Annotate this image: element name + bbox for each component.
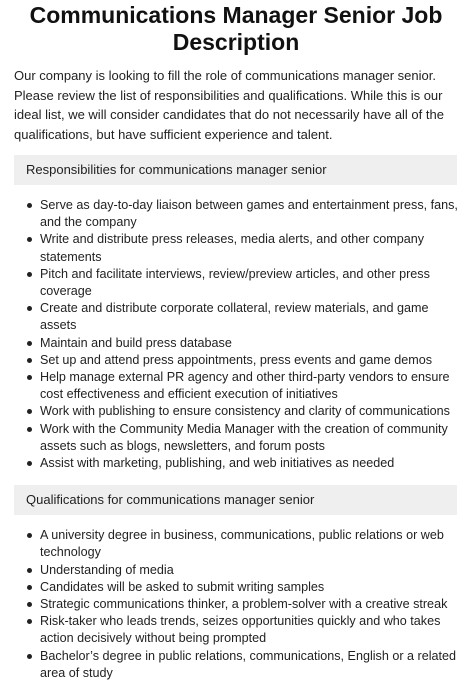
list-item-text: Maintain and build press database (40, 335, 232, 350)
responsibilities-heading: Responsibilities for communications manager senior (26, 162, 327, 177)
bullet-icon (27, 358, 32, 363)
list-item (24, 300, 458, 334)
list-item (24, 197, 458, 231)
list-item-text: Work with publishing to ensure consistency and clarity of communications (40, 404, 450, 419)
bullet-icon (27, 461, 32, 466)
list-item-text: Serve as day-to-day liaison between games and entertainment press, fans, and the company (40, 198, 458, 230)
bullet-icon (27, 306, 32, 311)
list-item (24, 231, 458, 265)
intro-paragraph: Our company is looking to fill the role of communications manager senior. Please review the list of responsibilities and qualifications. While this is our ideal list, we will consider candidates that do not necessarily have all of the qualifications, but have sufficient experience and talent. (14, 68, 444, 142)
bullet-icon (27, 203, 32, 208)
list-item-text: Assist with marketing, publishing, and web initiatives as needed (40, 456, 395, 471)
list-item-text: Bachelor’s degree in public relations, communications, English or a related area of study (40, 648, 457, 680)
bullet-icon (27, 341, 32, 346)
bullet-icon (27, 533, 32, 538)
list-item-text: Risk-taker who leads trends, seizes opportunities quickly and who takes action decisively without being prompted (40, 614, 441, 646)
bullet-icon (27, 654, 32, 659)
qualifications-list (14, 527, 458, 682)
list-item (24, 596, 458, 613)
list-item-text: Candidates will be asked to submit writing samples (40, 579, 325, 594)
list-item (24, 421, 458, 455)
list-item (24, 527, 458, 561)
list-item-text: Strategic communications thinker, a problem-solver with a creative streak (40, 597, 448, 612)
list-item (24, 648, 458, 682)
qualifications-header (14, 485, 457, 515)
list-item-text: Work with the Community Media Manager with the creation of community assets such as blogs, newsletters, and forum posts (40, 421, 448, 453)
bullet-icon (27, 237, 32, 242)
list-item-text: Understanding of media (40, 562, 174, 577)
list-item-text: Pitch and facilitate interviews, review/preview articles, and other press coverage (40, 266, 430, 299)
bullet-icon (27, 272, 32, 277)
list-item (24, 352, 458, 369)
list-item (24, 613, 458, 647)
list-item (24, 335, 458, 352)
bullet-icon (27, 585, 32, 590)
bullet-icon (27, 427, 32, 432)
bullet-icon (27, 619, 32, 624)
list-item-text: Help manage external PR agency and other third-party vendors to ensure cost effectiveness and efficient execution of initiatives (40, 370, 450, 402)
bullet-icon (27, 602, 32, 607)
list-item-text: Write and distribute press releases, media alerts, and other company statements (40, 232, 425, 264)
list-item (24, 369, 458, 403)
list-item (24, 403, 458, 420)
list-item-text: Create and distribute corporate collateral, review materials, and game assets (40, 301, 429, 333)
responsibilities-header (14, 155, 457, 185)
bullet-icon (27, 568, 32, 573)
list-item (24, 562, 458, 579)
list-item (24, 455, 458, 472)
page-title: Communications Manager Senior Job Description (29, 2, 443, 55)
list-item (24, 266, 458, 300)
list-item (24, 579, 458, 596)
qualifications-heading: Qualifications for communications manager senior (26, 492, 315, 508)
bullet-icon (27, 409, 32, 414)
list-item-text: A university degree in business, communications, public relations or web technology (40, 528, 444, 560)
bullet-icon (27, 375, 32, 380)
list-item-text: Set up and attend press appointments, press events and game demos (40, 352, 433, 367)
responsibilities-list (14, 197, 458, 472)
